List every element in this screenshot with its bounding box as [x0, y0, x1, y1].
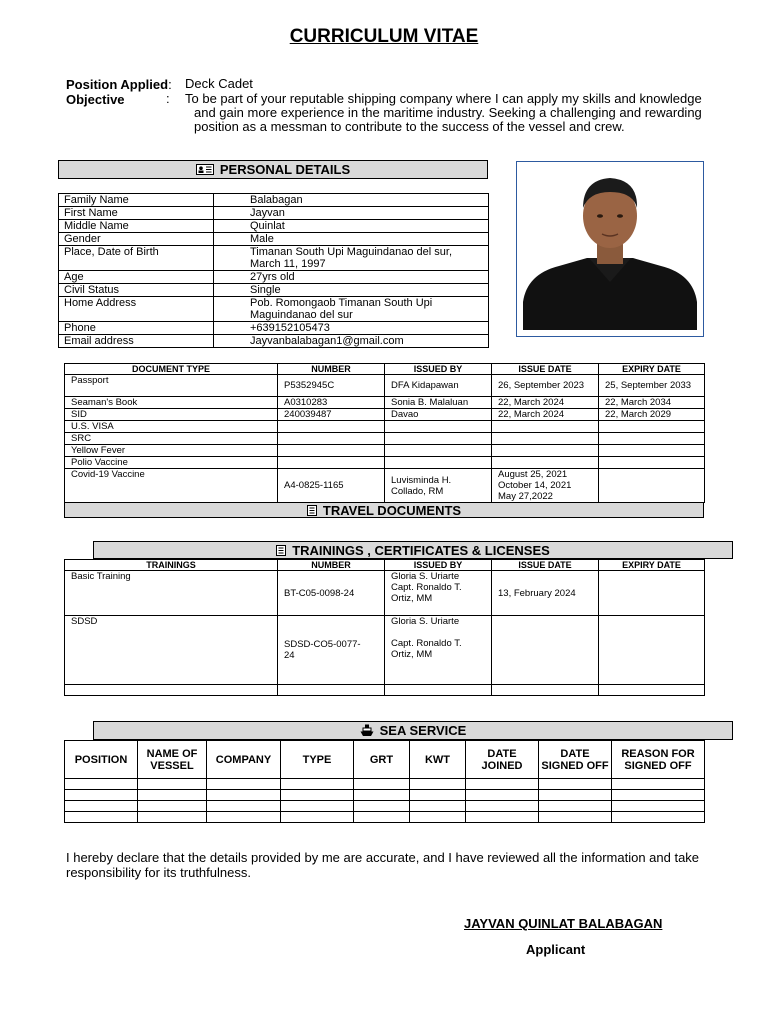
personal-value-line: Timanan South Upi Maguindanao del sur, [250, 246, 452, 258]
personal-value [214, 297, 489, 322]
position-value: Deck Cadet [185, 76, 253, 91]
empty-cell [207, 801, 281, 812]
ship-icon [360, 724, 374, 737]
empty-cell [281, 812, 354, 823]
document-type: U.S. VISA [65, 421, 278, 433]
document-issue-date [492, 421, 599, 433]
objective-colon: : [166, 91, 170, 106]
personal-value [214, 335, 489, 348]
personal-row [59, 322, 489, 335]
empty-cell [410, 790, 466, 801]
objective-line-3: position as a messman to contribute to the success of the vessel and crew. [194, 119, 625, 134]
empty-cell [410, 801, 466, 812]
document-expiry-date: 22, March 2029 [599, 409, 705, 421]
empty-cell [354, 812, 410, 823]
personal-row [59, 284, 489, 297]
table-row [65, 616, 705, 685]
empty-cell [354, 790, 410, 801]
empty-cell [138, 801, 207, 812]
personal-value-line: Balabagan [250, 194, 303, 206]
document-issue-date: 26, September 2023 [492, 375, 599, 397]
table-row [65, 397, 705, 409]
empty-cell [410, 812, 466, 823]
document-issue-date [492, 433, 599, 445]
table-row [65, 801, 705, 812]
document-issued-by [385, 421, 492, 433]
document-type: SID [65, 409, 278, 421]
personal-details-table [58, 193, 489, 348]
table-row [65, 571, 705, 616]
table-row [65, 685, 705, 696]
empty-cell [281, 779, 354, 790]
personal-label: Age [59, 271, 214, 284]
empty-cell [354, 801, 410, 812]
personal-value-line: Male [250, 233, 274, 245]
empty-cell [207, 779, 281, 790]
document-type: Yellow Fever [65, 445, 278, 457]
personal-details-title: PERSONAL DETAILS [219, 162, 351, 177]
personal-value [214, 194, 489, 207]
document-expiry-date [599, 433, 705, 445]
personal-value-line: Jayvan [250, 207, 285, 219]
sea-service-title: SEA SERVICE [379, 723, 467, 738]
document-issued-by: DFA Kidapawan [385, 375, 492, 397]
empty-cell [207, 790, 281, 801]
personal-label: Home Address [59, 297, 214, 322]
document-issued-by [385, 457, 492, 469]
document-number: P5352945C [278, 375, 385, 397]
column-header: TRAININGS [65, 560, 278, 571]
travel-documents-footer [64, 502, 704, 518]
empty-cell [539, 779, 612, 790]
column-header: ISSUED BY [385, 560, 492, 571]
document-expiry-date [599, 457, 705, 469]
personal-label: First Name [59, 207, 214, 220]
document-issue-date [492, 457, 599, 469]
position-label: Position Applied: [66, 77, 172, 92]
column-header: REASON FOR SIGNED OFF [612, 741, 705, 779]
training-expiry-date [599, 571, 705, 616]
empty-cell [466, 801, 539, 812]
empty-cell [138, 779, 207, 790]
personal-row [59, 246, 489, 271]
personal-label: Family Name [59, 194, 214, 207]
document-expiry-date [599, 469, 705, 503]
document-issued-by [385, 433, 492, 445]
personal-row [59, 220, 489, 233]
personal-value [214, 220, 489, 233]
personal-value [214, 233, 489, 246]
training-issue-date [492, 616, 599, 685]
empty-cell [278, 685, 385, 696]
table-row [65, 457, 705, 469]
empty-cell [65, 801, 138, 812]
document-expiry-date [599, 445, 705, 457]
personal-value [214, 207, 489, 220]
training-number: SDSD-CO5-0077- 24 [278, 616, 385, 685]
column-header: NAME OF VESSEL [138, 741, 207, 779]
table-row [65, 433, 705, 445]
objective-label: Objective [66, 92, 125, 107]
personal-value-line: Quinlat [250, 220, 285, 232]
empty-cell [612, 812, 705, 823]
personal-label: Gender [59, 233, 214, 246]
empty-cell [207, 812, 281, 823]
document-type: Covid-19 Vaccine [65, 469, 278, 503]
training-expiry-date [599, 616, 705, 685]
empty-cell [539, 790, 612, 801]
column-header: POSITION [65, 741, 138, 779]
document-number [278, 445, 385, 457]
table-row [65, 812, 705, 823]
empty-cell [281, 801, 354, 812]
column-header: GRT [354, 741, 410, 779]
objective-line-1: To be part of your reputable shipping company where I can apply my skills and knowledge [185, 91, 702, 106]
empty-cell [354, 779, 410, 790]
personal-value [214, 271, 489, 284]
empty-cell [492, 685, 599, 696]
personal-label: Civil Status [59, 284, 214, 297]
empty-cell [466, 779, 539, 790]
personal-row [59, 194, 489, 207]
document-issued-by: Davao [385, 409, 492, 421]
objective-line-2: and gain more experience in the maritime industry. Seeking a challenging and rewarding [194, 105, 702, 120]
personal-value-line: Pob. Romongaob Timanan South Upi [250, 297, 433, 309]
personal-label: Middle Name [59, 220, 214, 233]
declaration-line-1: I hereby declare that the details provided by me are accurate, and I have reviewed all the information and take [66, 850, 700, 865]
cv-title: CURRICULUM VITAE [289, 26, 479, 47]
table-row [65, 445, 705, 457]
column-header: NUMBER [278, 560, 385, 571]
empty-cell [281, 790, 354, 801]
personal-row [59, 207, 489, 220]
column-header: DATE JOINED [466, 741, 539, 779]
empty-cell [65, 812, 138, 823]
personal-value-line: Jayvanbalabagan1@gmail.com [250, 335, 404, 347]
column-header: ISSUE DATE [492, 560, 599, 571]
column-header: ISSUED BY [385, 364, 492, 375]
personal-value-line: March 11, 1997 [250, 258, 326, 270]
empty-cell [612, 779, 705, 790]
declaration-line-2: responsibility for its truthfulness. [66, 865, 251, 880]
empty-cell [539, 812, 612, 823]
document-icon [307, 505, 317, 516]
training-issued-by: Gloria S. Uriarte Capt. Ronaldo T. Ortiz, MM [385, 571, 492, 616]
table-row [65, 790, 705, 801]
column-header: TYPE [281, 741, 354, 779]
document-number: A4-0825-1165 [278, 469, 385, 503]
table-row [65, 375, 705, 397]
column-header: DOCUMENT TYPE [65, 364, 278, 375]
training-issued-by: Gloria S. Uriarte Capt. Ronaldo T. Ortiz, MM [385, 616, 492, 685]
sea-service-header [93, 721, 733, 740]
empty-cell [466, 812, 539, 823]
declaration-text [66, 850, 699, 880]
table-row [65, 409, 705, 421]
empty-cell [138, 790, 207, 801]
personal-row [59, 233, 489, 246]
document-number [278, 433, 385, 445]
empty-cell [466, 790, 539, 801]
document-number [278, 457, 385, 469]
document-icon [276, 545, 286, 556]
applicant-portrait [517, 162, 703, 336]
personal-row [59, 335, 489, 348]
document-type: Polio Vaccine [65, 457, 278, 469]
personal-row [59, 297, 489, 322]
training-number: BT-C05-0098-24 [278, 571, 385, 616]
personal-value-line: 27yrs old [250, 271, 295, 283]
document-number [278, 421, 385, 433]
personal-row [59, 271, 489, 284]
table-row [65, 469, 705, 503]
column-header: COMPANY [207, 741, 281, 779]
empty-cell [410, 779, 466, 790]
personal-label: Email address [59, 335, 214, 348]
column-header: EXPIRY DATE [599, 364, 705, 375]
document-issue-date: 22, March 2024 [492, 397, 599, 409]
document-expiry-date: 22, March 2034 [599, 397, 705, 409]
training-name: SDSD [65, 616, 278, 685]
empty-cell [539, 801, 612, 812]
table-row [65, 421, 705, 433]
column-header: KWT [410, 741, 466, 779]
document-issued-by [385, 445, 492, 457]
document-type: Seaman's Book [65, 397, 278, 409]
empty-cell [612, 801, 705, 812]
applicant-role: Applicant [526, 942, 586, 957]
personal-details-header [58, 160, 488, 179]
document-issue-date: August 25, 2021 October 14, 2021 May 27,2022 [492, 469, 599, 503]
document-issued-by: Luvisminda H. Collado, RM [385, 469, 492, 503]
personal-label: Place, Date of Birth [59, 246, 214, 271]
column-header: NUMBER [278, 364, 385, 375]
personal-value-line: Single [250, 284, 281, 296]
personal-value [214, 322, 489, 335]
empty-cell [385, 685, 492, 696]
applicant-name: JAYVAN QUINLAT BALABAGAN [464, 916, 663, 931]
document-number: 240039487 [278, 409, 385, 421]
empty-cell [612, 790, 705, 801]
trainings-header [93, 541, 733, 559]
document-number: A0310283 [278, 397, 385, 409]
training-name: Basic Training [65, 571, 278, 616]
document-issue-date: 22, March 2024 [492, 409, 599, 421]
personal-label: Phone [59, 322, 214, 335]
empty-cell [138, 812, 207, 823]
travel-documents-title: TRAVEL DOCUMENTS [322, 502, 462, 518]
training-issue-date: 13, February 2024 [492, 571, 599, 616]
empty-cell [65, 790, 138, 801]
id-card-icon [196, 164, 214, 175]
sea-service-table [64, 740, 705, 823]
column-header: EXPIRY DATE [599, 560, 705, 571]
empty-cell [65, 779, 138, 790]
document-expiry-date: 25, September 2033 [599, 375, 705, 397]
document-expiry-date [599, 421, 705, 433]
document-issue-date [492, 445, 599, 457]
column-header: ISSUE DATE [492, 364, 599, 375]
document-type: Passport [65, 375, 278, 397]
document-issued-by: Sonia B. Malaluan [385, 397, 492, 409]
personal-value [214, 284, 489, 297]
applicant-photo [516, 161, 704, 337]
trainings-title: TRAININGS , CERTIFICATES & LICENSES [292, 542, 550, 558]
column-header: DATE SIGNED OFF [539, 741, 612, 779]
personal-value-line: Maguindanao del sur [250, 309, 353, 321]
travel-documents-table [64, 363, 705, 503]
personal-value-line: +639152105473 [250, 322, 330, 334]
empty-cell [599, 685, 705, 696]
empty-cell [65, 685, 278, 696]
table-row [65, 779, 705, 790]
document-type: SRC [65, 433, 278, 445]
trainings-table [64, 559, 705, 696]
personal-value [214, 246, 489, 271]
